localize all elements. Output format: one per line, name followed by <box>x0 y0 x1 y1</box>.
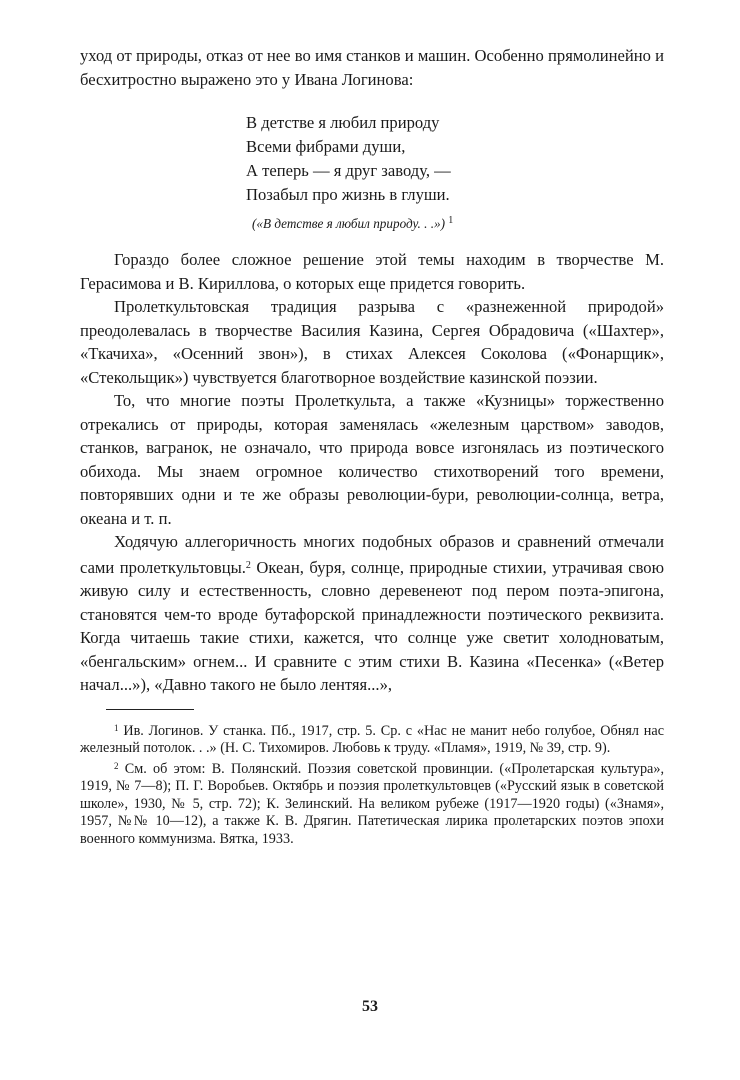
poem-line-1: В детстве я любил природу <box>246 113 440 132</box>
poem-source-title: («В детстве я любил природу. . .») <box>252 216 445 231</box>
footnote-1-mark: 1 <box>114 722 119 733</box>
footnote-ref-2: 2 <box>245 559 251 571</box>
paragraph-5-part-a: Ходячую аллегоричность многих подобных образов и сравнений отмечали сами пролеткультовцы. <box>80 532 664 577</box>
poem-line-2: Всеми фибрами души, <box>246 137 406 156</box>
footnote-1-text: Ив. Логинов. У станка. Пб., 1917, стр. 5. Ср. с «Нас не манит небо голубое, Обнял нас железный потолок. . .» (Н. С. Тихомиров. Любовь к труду. «Пламя», 1919, № 39, стр. 9). <box>80 722 664 757</box>
paragraph-2: Гораздо более сложное решение этой темы находим в творчестве М. Герасимова и В. Кириллова, о которых еще придется говорить. <box>80 250 664 293</box>
paragraph-1: уход от природы, отказ от нее во имя станков и машин. Особенно прямолинейно и бесхитростно выражено это у Ивана Логинова: <box>80 46 664 89</box>
poem <box>246 111 664 207</box>
footnote-2 <box>80 758 664 849</box>
poem-line-4: Позабыл про жизнь в глуши. <box>246 185 450 204</box>
footnote-divider <box>106 709 194 710</box>
footnote-2-text: См. об этом: В. Полянский. Поэзия советской провинции. («Пролетарская культура», 1919, № 7—8); П. Г. Воробьев. Октябрь и поэзия пролеткультовцев («Русский язык в советской школе», 1930, № 5, стр. 72); К. Зелинский. На великом рубеже (1917—1920 годы) («Знамя», 1957, №№ 10—12), а также К. В. Дрягин. Патетическая лирика пролетарских поэтов эпохи военного коммунизма. Вятка, 1933. <box>80 760 664 848</box>
paragraph-5-part-b: Океан, буря, солнце, природные стихии, утрачивая свою живую силу и естественность, словно деревенеют под пером поэта-эпигона, становятся чем-то вроде бутафорской принадлежности поэтического реквизита. Когда читаешь такие стихи, кажется, что солнце уже светит холодноватым, «бенгальским» огнем... И сравните с этим стихи В. Казина «Песенка» («Ветер начал...»), «Давно такого не было лентяя...», <box>80 557 664 694</box>
footnote-ref-1: 1 <box>448 215 454 226</box>
page-number: 53 <box>362 998 378 1015</box>
poem-line-3: А теперь — я друг заводу, — <box>246 161 451 180</box>
paragraph-4: То, что многие поэты Пролеткульта, а также «Кузницы» торжественно отрекались от природы, которая заменялась «железным царством» заводов, станков, вагранок, не означало, что природа вовсе изгонялась из поэтического обихода. Мы знаем огромное количество стихотворений того времени, повторявших одни и те же образы революции-бури, революции-солнца, ветра, океана и т. п. <box>80 391 664 528</box>
footnote-2-mark: 2 <box>114 760 119 771</box>
poem-source <box>252 211 664 234</box>
paragraph-5 <box>80 530 664 697</box>
paragraph-3: Пролеткультовская традиция разрыва с «разнеженной природой» преодолевалась в творчестве Василия Казина, Сергея Обрадовича («Шахтер», «Ткачиха», «Осенний звон»), в стихах Алексея Соколова («Фонарщик», «Стекольщик») чувствуется благотворное воздействие казинской поэзии. <box>80 297 664 387</box>
footnote-1 <box>80 720 664 758</box>
book-page <box>80 44 664 849</box>
